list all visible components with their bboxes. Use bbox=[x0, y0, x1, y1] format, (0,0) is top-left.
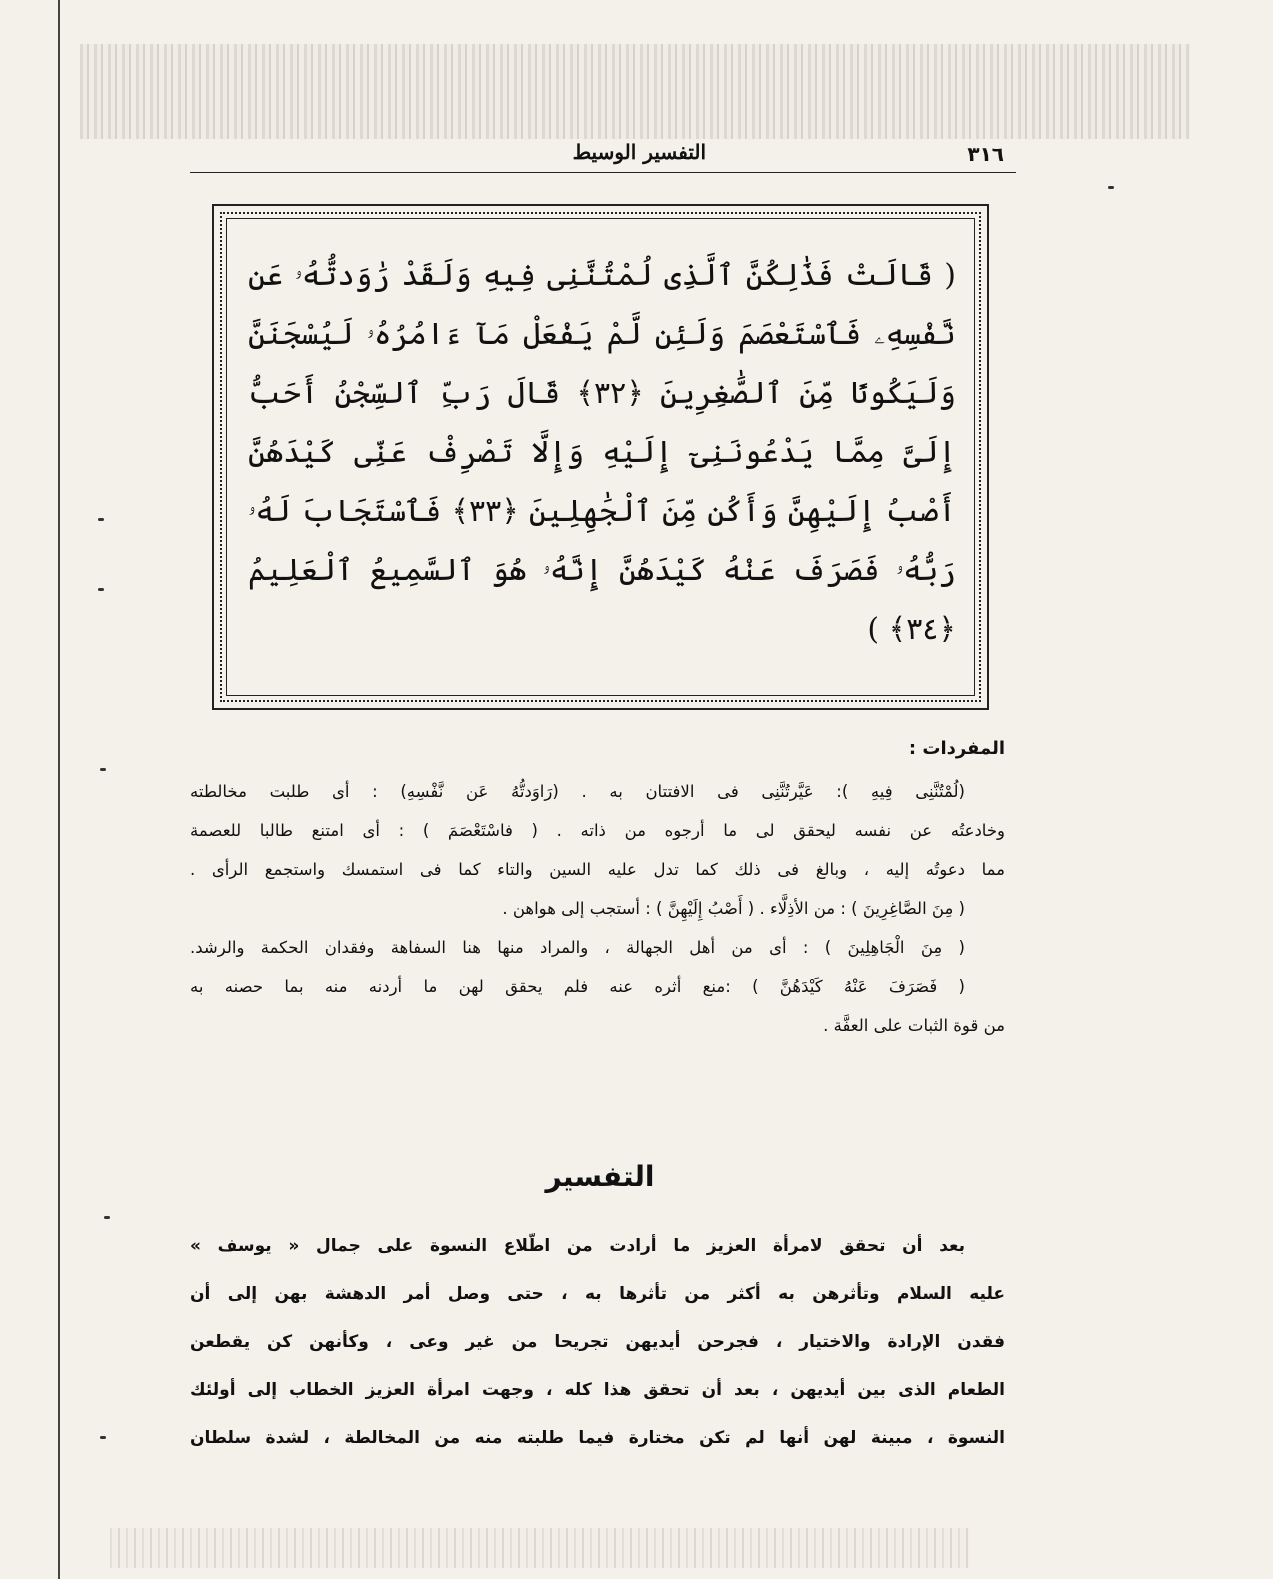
vocabulary-line: ( مِنَ الْجَاهِلِينَ ) : أى من أهل الجهالة ، والمراد منها هنا السفاهة وفقدان الحكمة والرشد. bbox=[190, 938, 965, 957]
page-number: ٣١٦ bbox=[967, 142, 1004, 166]
vocabulary-line: من قوة الثبات على العفَّة . bbox=[823, 1016, 1005, 1035]
vocabulary-line: وخادعتُه عن نفسه ليحقق لى ما أرجوه من ذاته . ( فاسْتَعْصَمَ ) : أى امتنع طالبا للعصمة bbox=[190, 821, 1005, 840]
running-header bbox=[190, 140, 1016, 173]
vocabulary-line: ( فَصَرَفَ عَنْهُ كَيْدَهُنَّ ) :منع أثره عنه فلم يحقق لهن ما أردنه منه بما حصنه به bbox=[190, 977, 965, 996]
verse-text: ( قَالَتْ فَذَٰلِكُنَّ ٱلَّذِى لُمْتُنَّنِى فِيهِ وَلَقَدْ رَٰوَدتُّهُۥ عَن نَّفْسِهِۦ فَٱسْتَعْصَمَ وَلَئِن لَّمْ يَفْعَلْ مَآ ءَامُرُهُۥ لَيُسْجَنَنَّ وَلَيَكُونًا مِّنَ ٱلصَّٰغِرِينَ ﴿٣٢﴾ قَالَ رَبِّ ٱلسِّجْنُ أَحَبُّ إِلَىَّ مِمَّا يَدْعُونَنِىٓ إِلَيْهِ وَإِلَّا تَصْرِفْ عَنِّى كَيْدَهُنَّ أَصْبُ إِلَيْهِنَّ وَأَكُن مِّنَ ٱلْجَٰهِلِينَ ﴿٣٣﴾ فَٱسْتَجَابَ لَهُۥ رَبُّهُۥ فَصَرَفَ عَنْهُ كَيْدَهُنَّ إِنَّهُۥ هُوَ ٱلسَّمِيعُ ٱلْعَلِيمُ ﴿٣٤﴾ ) bbox=[248, 258, 956, 647]
page-binding-edge bbox=[58, 0, 60, 1579]
vocabulary-section bbox=[190, 772, 1005, 1045]
vocabulary-line: (لُمْتُنَّنِى فِيهِ ): عَيَّرتُنَّنِى فى الافتتان به . (رَاوَدتُّهُ عَن نَّفْسِهِ) : أى طلبت مخالطته bbox=[190, 782, 965, 801]
vocabulary-line: ( مِنَ الصَّاغِرِينَ ) : من الأذِلَّاء . ( أَصْبُ إِلَيْهِنَّ ) : أستجب إلى هواهن . bbox=[502, 899, 965, 918]
tafsir-line: بعد أن تحقق لامرأة العزيز ما أرادت من اطّلاع النسوة على جمال « يوسف » bbox=[190, 1236, 965, 1256]
scan-speck bbox=[1108, 186, 1114, 189]
scan-noise-top bbox=[80, 44, 1190, 139]
vocabulary-line: مما دعوتُه إليه ، وبالغ فى ذلك كما تدل عليه السين والتاء كما فى استمسك واستجمع الرأى . bbox=[190, 860, 1005, 879]
header-title: التفسير الوسيط bbox=[572, 140, 706, 164]
tafsir-line: عليه السلام وتأثرهن به أكثر من تأثرها به ، حتى وصل أمر الدهشة بهن إلى أن bbox=[190, 1284, 1005, 1304]
scan-speck bbox=[100, 1436, 106, 1439]
tafsir-line: النسوة ، مبينة لهن أنها لم تكن مختارة فيما طلبته منه من المخالطة ، لشدة سلطان bbox=[190, 1428, 1005, 1448]
vocabulary-label: المفردات : bbox=[908, 738, 1005, 759]
verse-frame bbox=[212, 204, 989, 710]
tafsir-heading: التفسير bbox=[545, 1160, 655, 1193]
scan-speck bbox=[104, 1216, 110, 1219]
scan-noise-bottom bbox=[110, 1528, 970, 1568]
tafsir-line: فقدن الإرادة والاختيار ، فجرحن أيديهن تجريحا من غير وعى ، وكأنهن كن يقطعن bbox=[190, 1332, 1005, 1352]
scan-speck bbox=[100, 768, 106, 771]
tafsir-line: الطعام الذى بين أيديهن ، بعد أن تحقق هذا كله ، وجهت امرأة العزيز الخطاب إلى أولئك bbox=[190, 1380, 1005, 1400]
scan-speck bbox=[98, 588, 104, 591]
tafsir-body bbox=[190, 1222, 1005, 1462]
scan-speck bbox=[98, 518, 104, 521]
